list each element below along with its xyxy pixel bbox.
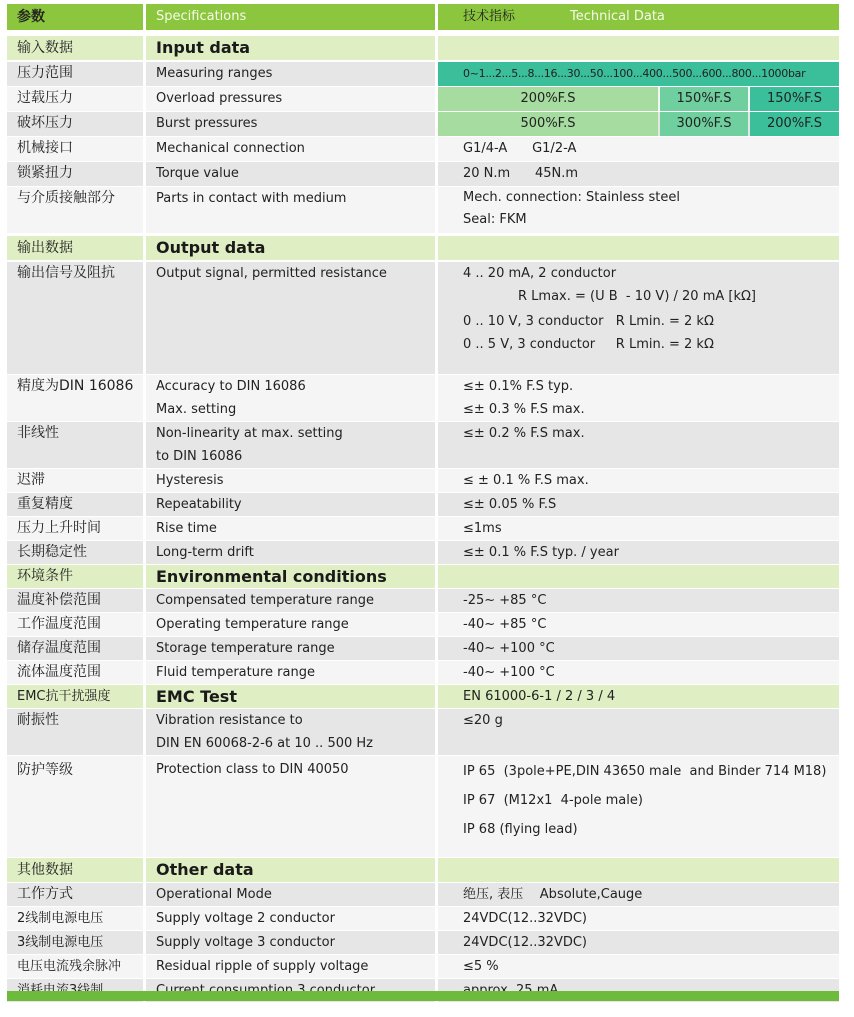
section-emc	[7, 685, 839, 708]
header-tech-cn: 技术指标	[463, 9, 516, 24]
comp-temp-value: -25~ +85 °C	[438, 589, 839, 612]
section-input-en: Input data	[146, 36, 435, 60]
table-row	[7, 87, 839, 111]
section-emc-cn: EMC抗干扰强度	[7, 685, 143, 708]
mode-value: 绝压, 表压 Absolute,Cauge	[438, 883, 839, 906]
table-row	[7, 613, 839, 636]
vibration-value: ≤20 g	[438, 709, 839, 755]
burst-values	[438, 112, 839, 136]
parts-cn: 与介质接触部分	[7, 187, 143, 233]
ripple-cn: 电压电流残余脉冲	[7, 955, 143, 978]
supply3-cn: 3线制电源电压	[7, 931, 143, 954]
protection-v2: IP 67 (M12x1 4-pole male)	[463, 793, 643, 808]
table-row	[7, 883, 839, 906]
pressure-range-en: Measuring ranges	[146, 62, 435, 86]
overload-v3: 150%F.S	[750, 87, 839, 111]
section-emc-value: EN 61000-6-1 / 2 / 3 / 4	[438, 685, 839, 708]
section-env-en: Environmental conditions	[146, 565, 435, 588]
table-row	[7, 589, 839, 612]
table-row	[7, 517, 839, 540]
burst-v3: 200%F.S	[750, 112, 839, 136]
section-output-en: Output data	[146, 236, 435, 260]
store-temp-cn: 储存温度范围	[7, 637, 143, 660]
accuracy-cn: 精度为DIN 16086	[7, 375, 143, 421]
section-env-cn: 环境条件	[7, 565, 143, 588]
table-row	[7, 493, 839, 516]
accuracy-en2: Max. setting	[156, 402, 237, 417]
supply2-value: 24VDC(12..32VDC)	[438, 907, 839, 930]
ripple-en: Residual ripple of supply voltage	[146, 955, 435, 978]
nonlin-cn: 非线性	[7, 422, 143, 468]
table-row	[7, 375, 839, 421]
burst-v2: 300%F.S	[660, 112, 748, 136]
section-output-cn: 输出数据	[7, 236, 143, 260]
mech-value: G1/4-A G1/2-A	[438, 137, 839, 161]
overload-v1: 200%F.S	[438, 87, 658, 111]
protection-cn: 防护等级	[7, 756, 143, 857]
supply2-cn: 2线制电源电压	[7, 907, 143, 930]
vibration-en1: Vibration resistance to	[156, 713, 303, 728]
parts-en: Parts in contact with medium	[146, 187, 435, 233]
hyst-value: ≤ ± 0.1 % F.S max.	[438, 469, 839, 492]
section-emc-en: EMC Test	[146, 685, 435, 708]
vibration-en2: DIN EN 60068-2-6 at 10 .. 500 Hz	[156, 736, 373, 751]
table-row	[7, 112, 839, 136]
table-row	[7, 637, 839, 660]
header-tech	[438, 4, 839, 30]
ripple-value: ≤5 %	[438, 955, 839, 978]
section-input	[7, 36, 839, 60]
torque-value: 20 N.m 45N.m	[438, 162, 839, 186]
section-input-cn: 输入数据	[7, 36, 143, 60]
pressure-range-cn: 压力范围	[7, 62, 143, 86]
store-temp-value: -40~ +100 °C	[438, 637, 839, 660]
bottom-bar	[7, 991, 839, 1001]
store-temp-en: Storage temperature range	[146, 637, 435, 660]
table-row	[7, 541, 839, 564]
section-output	[7, 236, 839, 260]
vibration-cn: 耐振性	[7, 709, 143, 755]
table-row	[7, 661, 839, 684]
drift-cn: 长期稳定性	[7, 541, 143, 564]
supply2-en: Supply voltage 2 conductor	[146, 907, 435, 930]
rise-en: Rise time	[146, 517, 435, 540]
nonlin-value: ≤± 0.2 % F.S max.	[438, 422, 839, 468]
fluid-temp-cn: 流体温度范围	[7, 661, 143, 684]
protection-v3: IP 68 (flying lead)	[463, 822, 578, 837]
header-en: Specifications	[146, 4, 435, 30]
table-row	[7, 955, 839, 978]
table-row	[7, 187, 839, 233]
signal-v4: 0 .. 5 V, 3 conductor R Lmin. = 2 kΩ	[463, 337, 714, 352]
drift-en: Long-term drift	[146, 541, 435, 564]
burst-cn: 破坏压力	[7, 112, 143, 136]
section-other	[7, 858, 839, 882]
hyst-cn: 迟滞	[7, 469, 143, 492]
repeat-en: Repeatability	[146, 493, 435, 516]
table-row	[7, 756, 839, 857]
protection-v1: IP 65 (3pole+PE,DIN 43650 male and Binder 714 M18)	[463, 764, 827, 779]
table-row	[7, 262, 839, 374]
mode-cn: 工作方式	[7, 883, 143, 906]
overload-en: Overload pressures	[146, 87, 435, 111]
table-row	[7, 162, 839, 186]
rise-cn: 压力上升时间	[7, 517, 143, 540]
overload-cn: 过载压力	[7, 87, 143, 111]
mode-en: Operational Mode	[146, 883, 435, 906]
header-cn: 参数	[7, 4, 143, 30]
table-row	[7, 907, 839, 930]
mech-en: Mechanical connection	[146, 137, 435, 161]
op-temp-en: Operating temperature range	[146, 613, 435, 636]
table-header	[7, 4, 839, 30]
drift-value: ≤± 0.1 % F.S typ. / year	[438, 541, 839, 564]
signal-v1: 4 .. 20 mA, 2 conductor	[463, 266, 617, 281]
fluid-temp-value: -40~ +100 °C	[438, 661, 839, 684]
section-other-cn: 其他数据	[7, 858, 143, 882]
op-temp-value: -40~ +85 °C	[438, 613, 839, 636]
torque-en: Torque value	[146, 162, 435, 186]
fluid-temp-en: Fluid temperature range	[146, 661, 435, 684]
header-tech-en: Technical Data	[570, 9, 665, 24]
comp-temp-cn: 温度补偿范围	[7, 589, 143, 612]
mech-cn: 机械接口	[7, 137, 143, 161]
signal-cn: 输出信号及阻抗	[7, 262, 143, 374]
nonlin-en2: to DIN 16086	[156, 449, 243, 464]
overload-values	[438, 87, 839, 111]
nonlin-en1: Non-linearity at max. setting	[156, 426, 343, 441]
burst-en: Burst pressures	[146, 112, 435, 136]
protection-en: Protection class to DIN 40050	[146, 756, 435, 857]
supply3-en: Supply voltage 3 conductor	[146, 931, 435, 954]
hyst-en: Hysteresis	[146, 469, 435, 492]
comp-temp-en: Compensated temperature range	[146, 589, 435, 612]
table-row	[7, 62, 839, 86]
table-row	[7, 709, 839, 755]
spec-table	[7, 4, 839, 1002]
accuracy-v1: ≤± 0.1% F.S typ.	[463, 379, 574, 394]
table-row	[7, 137, 839, 161]
repeat-cn: 重复精度	[7, 493, 143, 516]
signal-v3: 0 .. 10 V, 3 conductor R Lmin. = 2 kΩ	[463, 314, 714, 329]
table-row	[7, 931, 839, 954]
section-other-en: Other data	[146, 858, 435, 882]
section-env	[7, 565, 839, 588]
supply3-value: 24VDC(12..32VDC)	[438, 931, 839, 954]
overload-v2: 150%F.S	[660, 87, 748, 111]
table-row	[7, 422, 839, 468]
burst-v1: 500%F.S	[438, 112, 658, 136]
pressure-range-value: 0~1...2...5...8...16...30...50...100...400...500...600...800...1000bar	[438, 62, 839, 86]
rise-value: ≤1ms	[438, 517, 839, 540]
table-row	[7, 469, 839, 492]
signal-v2: R Lmax. = (U B - 10 V) / 20 mA [kΩ]	[518, 289, 756, 304]
op-temp-cn: 工作温度范围	[7, 613, 143, 636]
torque-cn: 锁紧扭力	[7, 162, 143, 186]
parts-v1: Mech. connection: Stainless steel	[463, 190, 680, 205]
accuracy-en1: Accuracy to DIN 16086	[156, 379, 306, 394]
repeat-value: ≤± 0.05 % F.S	[438, 493, 839, 516]
signal-en: Output signal, permitted resistance	[146, 262, 435, 374]
parts-v2: Seal: FKM	[463, 212, 527, 227]
accuracy-v2: ≤± 0.3 % F.S max.	[463, 402, 585, 417]
